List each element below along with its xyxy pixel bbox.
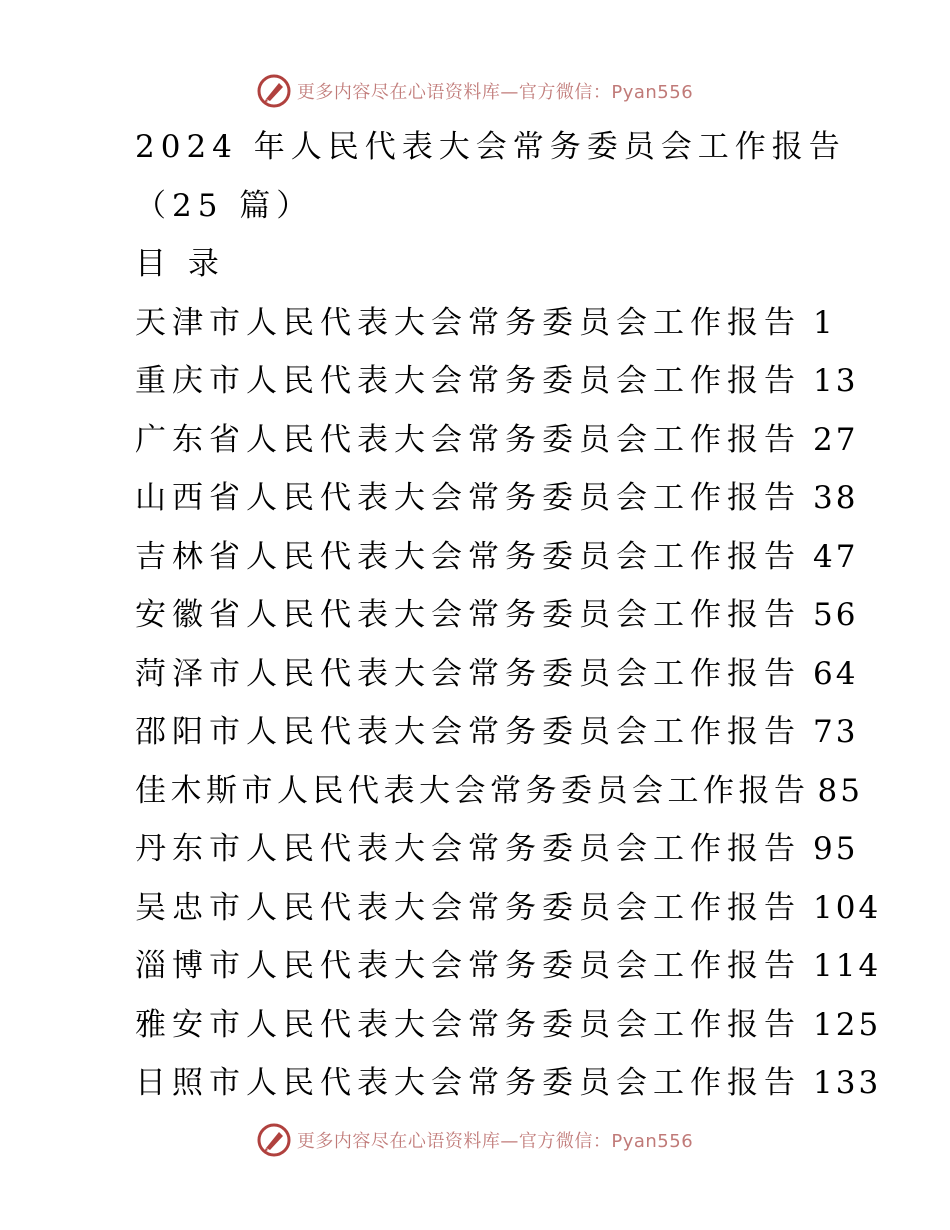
toc-item-page: 56 — [813, 597, 859, 633]
toc-item-title: 重庆市人民代表大会常务委员会工作报告 — [135, 363, 801, 399]
toc-item[interactable] — [135, 469, 935, 528]
table-of-contents — [135, 294, 935, 1113]
toc-item-title: 丹东市人民代表大会常务委员会工作报告 — [135, 831, 801, 867]
toc-item-title: 日照市人民代表大会常务委员会工作报告 — [135, 1065, 801, 1101]
toc-item[interactable] — [135, 1054, 935, 1113]
toc-item-title: 邵阳市人民代表大会常务委员会工作报告 — [135, 714, 801, 750]
toc-item-page: 133 — [813, 1065, 882, 1101]
toc-item-title: 吴忠市人民代表大会常务委员会工作报告 — [135, 889, 801, 926]
toc-item[interactable] — [135, 820, 935, 879]
document-body — [135, 118, 935, 1113]
pen-logo-icon — [257, 74, 291, 108]
pen-logo-icon — [257, 1123, 291, 1157]
banner-text: 更多内容尽在心语资料库—官方微信：Pyan556 — [296, 82, 694, 103]
toc-item[interactable] — [135, 352, 935, 411]
toc-item-title: 佳木斯市人民代表大会常务委员会工作报告 — [135, 772, 810, 809]
toc-item-page: 114 — [813, 948, 882, 984]
toc-item-page: 85 — [817, 772, 863, 809]
toc-item-page: 13 — [813, 363, 859, 399]
toc-heading: 目 录 — [135, 246, 225, 282]
toc-item[interactable] — [135, 762, 935, 821]
toc-item-page: 125 — [813, 1006, 882, 1043]
toc-item[interactable] — [135, 411, 935, 470]
toc-item[interactable] — [135, 937, 935, 996]
document-title-line1: 2024 年人民代表大会常务委员会工作报告 — [135, 129, 846, 165]
toc-item-title: 菏泽市人民代表大会常务委员会工作报告 — [135, 655, 801, 692]
toc-item-title: 雅安市人民代表大会常务委员会工作报告 — [135, 1006, 801, 1043]
toc-item[interactable] — [135, 879, 935, 938]
toc-item-page: 95 — [813, 831, 859, 867]
banner-text: 更多内容尽在心语资料库—官方微信：Pyan556 — [296, 1131, 694, 1152]
document-title-line2: （25 篇） — [135, 187, 314, 224]
toc-item-title: 吉林省人民代表大会常务委员会工作报告 — [135, 538, 801, 575]
toc-item-page: 27 — [813, 421, 859, 458]
toc-item[interactable] — [135, 528, 935, 587]
toc-item-page: 38 — [813, 480, 859, 516]
toc-item-title: 淄博市人民代表大会常务委员会工作报告 — [135, 948, 801, 984]
toc-item-title: 广东省人民代表大会常务委员会工作报告 — [135, 421, 801, 458]
toc-item-page: 73 — [813, 714, 859, 750]
footer-banner — [0, 1120, 950, 1160]
toc-item[interactable] — [135, 703, 935, 762]
toc-item[interactable] — [135, 586, 935, 645]
toc-item-page: 104 — [813, 889, 882, 926]
toc-item[interactable] — [135, 645, 935, 704]
toc-item-title: 天津市人民代表大会常务委员会工作报告 — [135, 304, 801, 341]
toc-item-title: 安徽省人民代表大会常务委员会工作报告 — [135, 597, 801, 633]
header-banner — [0, 71, 950, 111]
toc-item-page: 64 — [813, 655, 859, 692]
toc-item-page: 1 — [813, 304, 836, 341]
toc-item[interactable] — [135, 996, 935, 1055]
toc-item[interactable] — [135, 294, 935, 353]
toc-item-page: 47 — [813, 538, 859, 575]
toc-item-title: 山西省人民代表大会常务委员会工作报告 — [135, 480, 801, 516]
